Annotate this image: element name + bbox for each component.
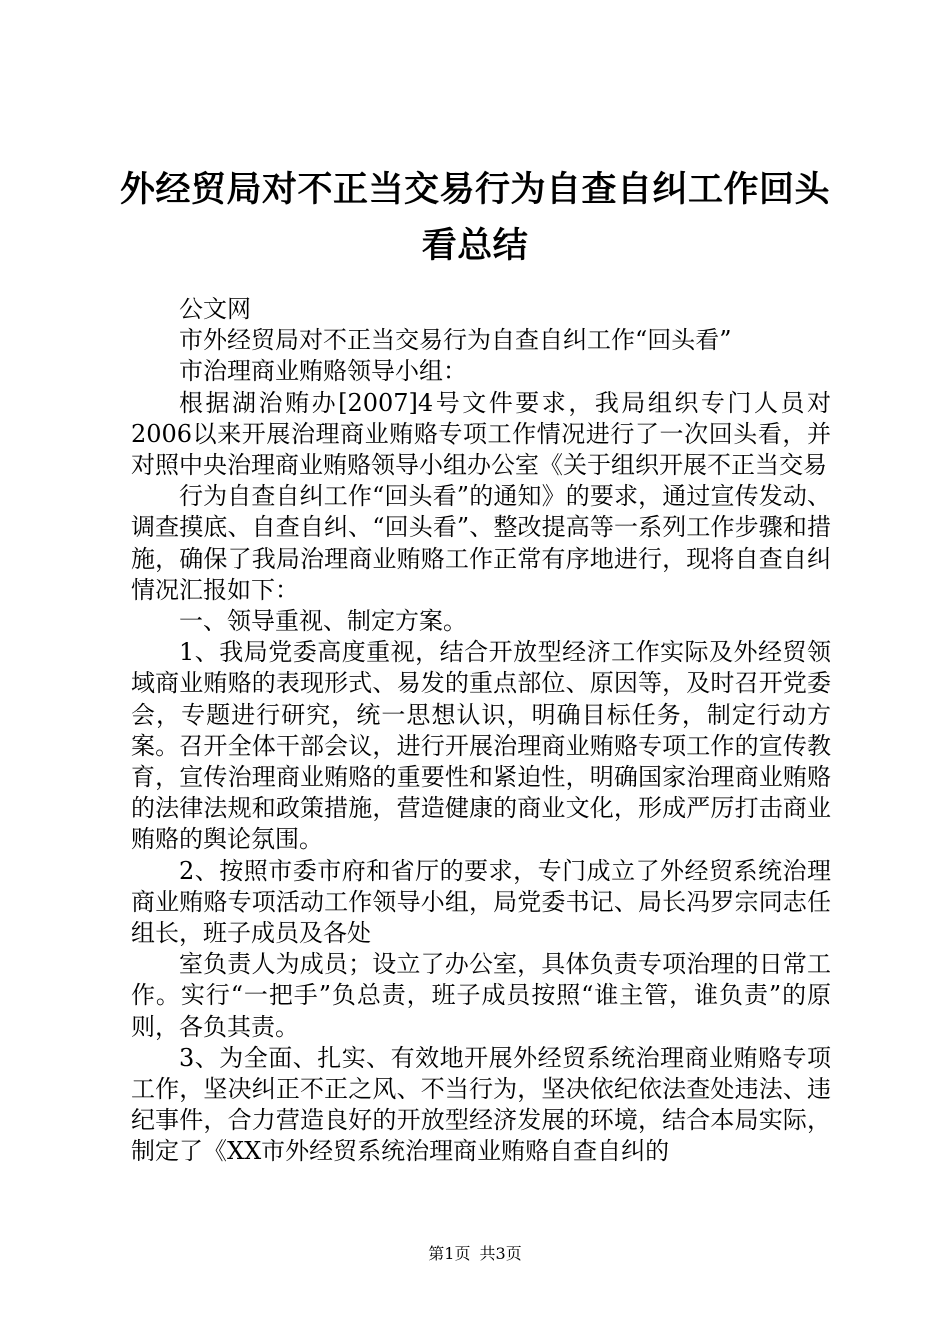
body-paragraph: 1、我局党委高度重视，结合开放型经济工作实际及外经贸领域商业贿赂的表现形式、易发的重点部位、原因等，及时召开党委会，专题进行研究，统一思想认识，明确目标任务，制定行动方案。召开全体干部会议，进行开展治理商业贿赂专项工作的宣传教育，宣传治理商业贿赂的重要性和紧迫性，明确国家治理商业贿赂的法律法规和政策措施，营造健康的商业文化，形成严厉打击商业贿赂的舆论氛围。 <box>131 638 831 854</box>
body-paragraph: 根据湖治贿办[2007]4号文件要求，我局组织专门人员对2006以来开展治理商业贿赂专项工作情况进行了一次回头看，并对照中央治理商业贿赂领导小组办公室《关于组织开展不正当交易 <box>131 388 831 480</box>
section-heading: 一、领导重视、制定方案。 <box>179 607 467 636</box>
addressee-line: 市治理商业贿赂领导小组： <box>179 357 467 386</box>
body-paragraph: 2、按照市委市府和省厅的要求，专门成立了外经贸系统治理商业贿赂专项活动工作领导小组，局党委书记、局长冯罗宗同志任组长，班子成员及各处 <box>131 856 831 948</box>
body-paragraph: 3、为全面、扎实、有效地开展外经贸系统治理商业贿赂专项工作，坚决纠正不正之风、不当行为，坚决依纪依法查处违法、违纪事件，合力营造良好的开放型经济发展的环境，结合本局实际，制定了《XX市外经贸系统治理商业贿赂自查自纠的 <box>131 1043 831 1166</box>
report-heading: 市外经贸局对不正当交易行为自查自纠工作“回头看” <box>179 326 732 355</box>
body-paragraph: 行为自查自纠工作“回头看”的通知》的要求，通过宣传发动、调查摸底、自查自纠、“回头看”、整改提高等一系列工作步骤和措施，确保了我局治理商业贿赂工作正常有序地进行，现将自查自纠情况汇报如下： <box>131 482 831 604</box>
document-body <box>131 294 831 1168</box>
document-title: 外经贸局对不正当交易行为自查自纠工作回头看总结 <box>119 170 830 266</box>
page-total: 共3页 <box>479 1244 522 1263</box>
page-number: 第1页 <box>428 1244 471 1263</box>
source-line: 公文网 <box>179 295 251 323</box>
body-paragraph: 室负责人为成员；设立了办公室，具体负责专项治理的日常工作。实行“一把手”负总责，班子成员按照“谁主管，谁负责”的原则，各负其责。 <box>131 950 831 1041</box>
page-footer <box>0 1244 950 1264</box>
